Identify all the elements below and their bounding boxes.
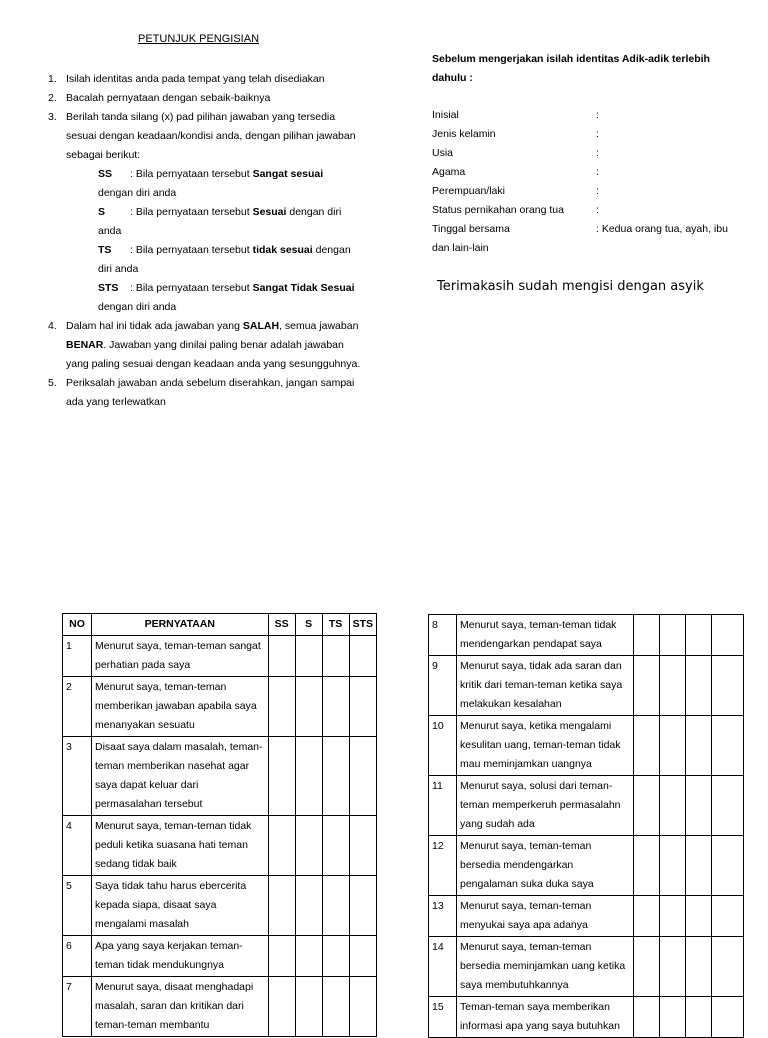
table-row <box>63 876 377 936</box>
table-header-row <box>63 614 377 636</box>
row-statement: Menurut saya, solusi dari teman-teman memperkeruh permasalahn yang sudah ada <box>457 776 634 836</box>
answer-cell-s[interactable] <box>660 615 686 656</box>
option-desc: : Bila pernyataan tersebut <box>130 244 253 256</box>
thanks-message: Terimakasih sudah mengisi dengan asyik <box>437 279 704 294</box>
option-desc-end: dengan <box>312 244 351 256</box>
identity-field[interactable]: : <box>596 204 599 216</box>
answer-cell-s[interactable] <box>295 677 322 737</box>
answer-cell-sts[interactable] <box>349 677 376 737</box>
answer-cell-ss[interactable] <box>268 936 295 977</box>
option-ss <box>66 165 366 203</box>
answer-cell-sts[interactable] <box>349 936 376 977</box>
answer-cell-ts[interactable] <box>322 876 349 936</box>
table-row <box>429 896 744 937</box>
row-statement: Menurut saya, teman-teman tidak peduli ketika suasana hati teman sedang tidak baik <box>92 816 269 876</box>
row-number: 4 <box>63 816 92 876</box>
table-row <box>63 636 377 677</box>
option-code: STS <box>98 282 119 294</box>
questionnaire-table-left <box>62 613 377 1037</box>
header-statement: PERNYATAAN <box>92 614 269 636</box>
row-statement: Menurut saya, teman-teman memberikan jawaban apabila saya menanyakan sesuatu <box>92 677 269 737</box>
option-desc-cont: dengan diri anda <box>98 187 177 199</box>
instruction-number: 4. <box>48 320 57 332</box>
row-statement: Apa yang saya kerjakan teman-teman tidak mendukungnya <box>92 936 269 977</box>
answer-cell-sts[interactable] <box>349 816 376 876</box>
answer-cell-ss[interactable] <box>268 677 295 737</box>
answer-cell-s[interactable] <box>660 716 686 776</box>
instruction-bold: BENAR <box>66 339 104 351</box>
row-statement: Menurut saya, teman-teman menyukai saya apa adanya <box>457 896 634 937</box>
answer-cell-s[interactable] <box>295 977 322 1037</box>
questionnaire-table-right <box>428 614 744 1038</box>
identity-label: Status pernikahan orang tua <box>432 204 564 216</box>
instruction-text: Periksalah jawaban anda sebelum diserahkan, jangan sampai ada yang terlewatkan <box>66 377 355 408</box>
option-ts <box>66 241 366 279</box>
instruction-text: . Jawaban yang dinilai paling benar adalah jawaban yang paling sesuai dengan keadaan anda yang sesungguhnya. <box>66 339 361 370</box>
identity-label: Perempuan/laki <box>432 185 505 197</box>
answer-cell-sts[interactable] <box>712 716 744 776</box>
identity-field[interactable]: : <box>596 166 599 178</box>
option-desc: : Bila pernyataan tersebut <box>130 168 253 180</box>
row-number: 6 <box>63 936 92 977</box>
answer-cell-ts[interactable] <box>322 737 349 816</box>
instruction-number: 1. <box>48 73 57 85</box>
answer-cell-ss[interactable] <box>634 997 660 1038</box>
answer-cell-ss[interactable] <box>634 656 660 716</box>
option-bold: Sangat Tidak Sesuai <box>252 282 355 294</box>
identity-label: Inisial <box>432 109 459 121</box>
answer-cell-sts[interactable] <box>349 977 376 1037</box>
answer-cell-ss[interactable] <box>634 937 660 997</box>
table-row <box>429 836 744 896</box>
table-row <box>429 937 744 997</box>
identity-field[interactable]: : <box>596 128 599 140</box>
identity-field[interactable]: : <box>596 109 599 121</box>
row-number: 1 <box>63 636 92 677</box>
answer-cell-sts[interactable] <box>349 636 376 677</box>
answer-cell-ts[interactable] <box>322 677 349 737</box>
answer-cell-ss[interactable] <box>634 716 660 776</box>
row-statement: Menurut saya, ketika mengalami kesulitan uang, teman-teman tidak mau meminjamkan uangnya <box>457 716 634 776</box>
identity-label: Usia <box>432 147 454 159</box>
option-desc-cont: diri anda <box>98 263 139 275</box>
instruction-list <box>44 70 366 412</box>
answer-cell-ss[interactable] <box>268 977 295 1037</box>
answer-cell-ts[interactable] <box>686 896 712 937</box>
instruction-text: Berilah tanda silang (x) pad pilihan jawaban yang tersedia sesuai dengan keadaan/kondisi anda, dengan pilihan jawaban sebagai berikut: <box>66 111 356 161</box>
answer-cell-sts[interactable] <box>712 776 744 836</box>
row-statement: Teman-teman saya memberikan informasi apa yang saya butuhkan <box>457 997 634 1038</box>
table-row <box>429 997 744 1038</box>
identity-label: Tinggal bersama <box>432 223 510 235</box>
instruction-item <box>44 108 366 317</box>
option-desc-end: dengan diri <box>286 206 342 218</box>
option-code: SS <box>98 168 113 180</box>
answer-cell-s[interactable] <box>660 836 686 896</box>
identity-extra: dan lain-lain <box>432 242 489 254</box>
option-sts <box>66 279 366 317</box>
row-number: 15 <box>429 997 457 1038</box>
answer-cell-ss[interactable] <box>268 816 295 876</box>
row-number: 3 <box>63 737 92 816</box>
row-number: 12 <box>429 836 457 896</box>
header-sts: STS <box>349 614 376 636</box>
row-statement: Disaat saya dalam masalah, teman-teman memberikan nasehat agar saya dapat keluar dari permasalahan tersebut <box>92 737 269 816</box>
option-bold: Sesuai <box>252 206 287 218</box>
instruction-item <box>44 317 366 374</box>
answer-cell-sts[interactable] <box>349 876 376 936</box>
instruction-item <box>44 70 366 89</box>
header-s: S <box>295 614 322 636</box>
answer-cell-ts[interactable] <box>686 615 712 656</box>
answer-cell-s[interactable] <box>295 636 322 677</box>
table-row <box>63 936 377 977</box>
row-statement: Menurut saya, teman-teman bersedia meminjamkan uang ketika saya membutuhkannya <box>457 937 634 997</box>
option-code: S <box>98 206 106 218</box>
row-number: 10 <box>429 716 457 776</box>
answer-cell-ss[interactable] <box>634 615 660 656</box>
answer-cell-s[interactable] <box>660 656 686 716</box>
answer-cell-sts[interactable] <box>712 836 744 896</box>
row-number: 9 <box>429 656 457 716</box>
instruction-text: Dalam hal ini tidak ada jawaban yang <box>66 320 243 332</box>
instruction-number: 5. <box>48 377 57 389</box>
table-row <box>429 615 744 656</box>
answer-cell-s[interactable] <box>660 937 686 997</box>
answer-cell-s[interactable] <box>660 997 686 1038</box>
answer-cell-s[interactable] <box>295 816 322 876</box>
row-statement: Menurut saya, teman-teman sangat perhatian pada saya <box>92 636 269 677</box>
identity-label: Agama <box>432 166 466 178</box>
table-row <box>429 716 744 776</box>
answer-cell-sts[interactable] <box>349 737 376 816</box>
row-number: 2 <box>63 677 92 737</box>
instruction-item <box>44 374 366 412</box>
answer-cell-ss[interactable] <box>268 737 295 816</box>
instruction-item <box>44 89 366 108</box>
identity-label: Jenis kelamin <box>432 128 496 140</box>
instruction-number: 3. <box>48 111 57 123</box>
identity-heading: Sebelum mengerjakan isilah identitas Adik-adik terlebih dahulu : <box>432 53 710 84</box>
option-desc: : Bila pernyataan tersebut <box>130 282 253 294</box>
row-number: 13 <box>429 896 457 937</box>
answer-cell-ts[interactable] <box>322 936 349 977</box>
answer-cell-ss[interactable] <box>634 776 660 836</box>
page-title: PETUNJUK PENGISIAN <box>138 33 260 45</box>
answer-cell-ts[interactable] <box>322 636 349 677</box>
answer-cell-s[interactable] <box>295 936 322 977</box>
answer-cell-s[interactable] <box>660 776 686 836</box>
answer-cell-s[interactable] <box>295 876 322 936</box>
answer-cell-ss[interactable] <box>634 896 660 937</box>
answer-cell-sts[interactable] <box>712 997 744 1038</box>
header-no: NO <box>63 614 92 636</box>
table-row <box>63 816 377 876</box>
answer-cell-ts[interactable] <box>686 937 712 997</box>
table-row <box>429 656 744 716</box>
identity-field[interactable]: : <box>596 147 599 159</box>
row-number: 11 <box>429 776 457 836</box>
option-desc: : Bila pernyataan tersebut <box>130 206 253 218</box>
answer-cell-ts[interactable] <box>686 776 712 836</box>
instruction-text: Bacalah pernyataan dengan sebaik-baiknya <box>66 92 271 104</box>
answer-cell-ts[interactable] <box>686 716 712 776</box>
answer-cell-sts[interactable] <box>712 615 744 656</box>
row-number: 5 <box>63 876 92 936</box>
answer-cell-sts[interactable] <box>712 896 744 937</box>
answer-cell-ts[interactable] <box>686 997 712 1038</box>
table-row <box>63 977 377 1037</box>
option-bold: Sangat sesuai <box>252 168 324 180</box>
option-desc-cont: anda <box>98 225 122 237</box>
row-statement: Menurut saya, disaat menghadapi masalah, saran dan kritikan dari teman-teman membantu <box>92 977 269 1037</box>
answer-cell-ss[interactable] <box>634 836 660 896</box>
row-statement: Menurut saya, teman-teman tidak mendengarkan pendapat saya <box>457 615 634 656</box>
table-row <box>429 776 744 836</box>
option-s <box>66 203 366 241</box>
identity-field[interactable]: : Kedua orang tua, ayah, ibu <box>596 223 728 235</box>
row-statement: Menurut saya, teman-teman bersedia mendengarkan pengalaman suka duka saya <box>457 836 634 896</box>
identity-field[interactable]: : <box>596 185 599 197</box>
row-statement: Saya tidak tahu harus ebercerita kepada siapa, disaat saya mengalami masalah <box>92 876 269 936</box>
table-row <box>63 737 377 816</box>
table-row <box>63 677 377 737</box>
answer-cell-sts[interactable] <box>712 656 744 716</box>
answer-cell-sts[interactable] <box>712 937 744 997</box>
header-ts: TS <box>322 614 349 636</box>
answer-cell-s[interactable] <box>660 896 686 937</box>
answer-cell-ts[interactable] <box>686 836 712 896</box>
answer-cell-ss[interactable] <box>268 636 295 677</box>
instruction-number: 2. <box>48 92 57 104</box>
instruction-text: , semua jawaban <box>279 320 359 332</box>
answer-cell-ts[interactable] <box>322 977 349 1037</box>
answer-cell-ss[interactable] <box>268 876 295 936</box>
instruction-text: Isilah identitas anda pada tempat yang telah disediakan <box>66 73 325 85</box>
option-desc-cont: dengan diri anda <box>98 301 177 313</box>
instruction-bold: SALAH <box>242 320 280 332</box>
row-number: 8 <box>429 615 457 656</box>
answer-cell-s[interactable] <box>295 737 322 816</box>
answer-cell-ts[interactable] <box>686 656 712 716</box>
header-ss: SS <box>268 614 295 636</box>
option-code: TS <box>98 244 112 256</box>
option-bold: tidak sesuai <box>252 244 313 256</box>
row-statement: Menurut saya, tidak ada saran dan kritik dari teman-teman ketika saya melakukan kesalahan <box>457 656 634 716</box>
row-number: 7 <box>63 977 92 1037</box>
answer-cell-ts[interactable] <box>322 816 349 876</box>
row-number: 14 <box>429 937 457 997</box>
